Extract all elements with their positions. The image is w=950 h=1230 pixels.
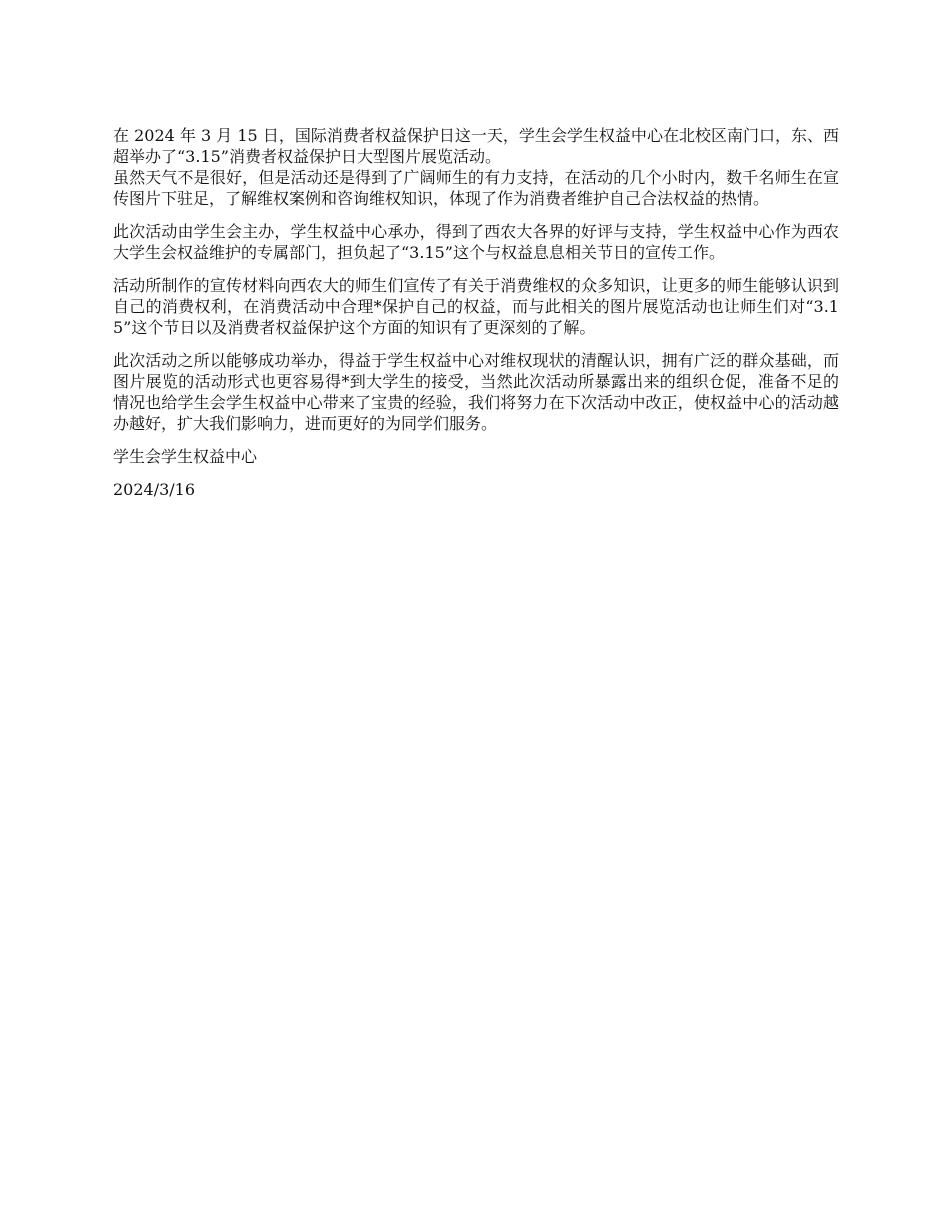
paragraph-summary: 此次活动之所以能够成功举办，得益于学生权益中心对维权现状的清醒认识，拥有广泛的群众基础，而图片展览的活动形式也更容易得*到大学生的接受，当然此次活动所暴露出来的组织仓促，准备不足的情况也给学生会学生权益中心带来了宝贵的经验，我们将努力在下次活动中改正，使权益中心的活动越办越好，扩大我们影响力，进而更好的为同学们服务。 [113,351,839,433]
paragraph-organizer: 此次活动由学生会主办，学生权益中心承办，得到了西农大各界的好评与支持，学生权益中心作为西农大学生会权益维护的专属部门，担负起了“3.15”这个与权益息息相关节日的宣传工作。 [113,222,839,262]
paragraph-weather: 虽然天气不是很好，但是活动还是得到了广阔师生的有力支持，在活动的几个小时内，数千名师生在宣传图片下驻足，了解维权案例和咨询维权知识，体现了作为消费者维护自己合法权益的热情。 [113,168,839,208]
paragraph-materials: 活动所制作的宣传材料向西农大的师生们宣传了有关于消费维权的众多知识，让更多的师生能够认识到自己的消费权利，在消费活动中合理*保护自己的权益，而与此相关的图片展览活动也让师生们对“3.15”这个节日以及消费者权益保护这个方面的知识有了更深刻的了解。 [113,276,839,337]
signature: 学生会学生权益中心 [113,447,258,466]
date: 2024/3/16 [113,480,196,499]
document-body [113,125,839,512]
paragraph-intro: 在 2024 年 3 月 15 日，国际消费者权益保护日这一天，学生会学生权益中心在北校区南门口，东、西超举办了“3.15”消费者权益保护日大型图片展览活动。 [113,126,839,166]
